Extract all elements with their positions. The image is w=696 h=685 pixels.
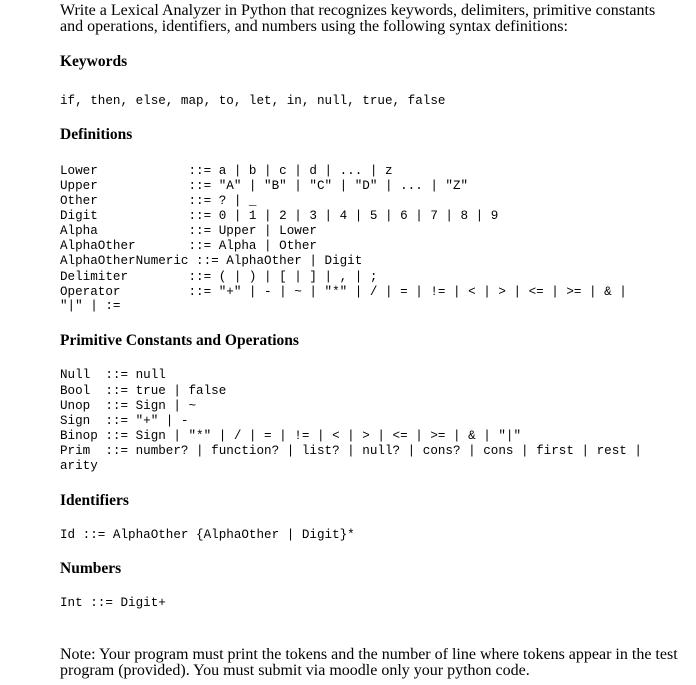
- definition-alphaothernumeric: AlphaOtherNumeric ::= AlphaOther | Digit: [60, 254, 363, 268]
- definitions-heading: Definitions: [60, 126, 133, 143]
- assignment-intro: Write a Lexical Analyzer in Python that recognizes keywords, delimiters, primitive constants and operations, identifiers, and numbers using the following syntax definitions:: [60, 2, 656, 35]
- numbers-heading: Numbers: [60, 560, 122, 577]
- definition-alpha: Alpha ::= Upper | Lower: [60, 224, 317, 238]
- definition-other: Other ::= ? | _: [60, 194, 257, 208]
- primitive-unop: Unop ::= Sign | ~: [60, 399, 197, 413]
- identifier-rule: Id ::= AlphaOther {AlphaOther | Digit}*: [60, 528, 355, 542]
- definition-operator-continued: "|" | :=: [60, 299, 121, 313]
- keywords-heading: Keywords: [60, 53, 128, 70]
- keywords-list: if, then, else, map, to, let, in, null, true, false: [60, 94, 446, 108]
- identifiers-heading: Identifiers: [60, 492, 129, 509]
- primitives-heading: Primitive Constants and Operations: [60, 332, 299, 349]
- submission-note: Note: Your program must print the tokens and the number of line where tokens appear in the test program (provided). You must submit via moodle only your python code.: [60, 646, 678, 679]
- definition-alphaother: AlphaOther ::= Alpha | Other: [60, 239, 317, 253]
- definition-lower: Lower ::= a | b | c | d | ... | z: [60, 164, 393, 178]
- definition-operator: Operator ::= "+" | - | ~ | "*" | / | = | != | < | > | <= | >= | & |: [60, 285, 627, 299]
- primitive-prim: Prim ::= number? | function? | list? | null? | cons? | cons | first | rest |: [60, 444, 642, 458]
- primitive-sign: Sign ::= "+" | -: [60, 414, 189, 428]
- definition-upper: Upper ::= "A" | "B" | "C" | "D" | ... | "Z": [60, 179, 469, 193]
- definition-digit: Digit ::= 0 | 1 | 2 | 3 | 4 | 5 | 6 | 7 | 8 | 9: [60, 209, 499, 223]
- primitive-null: Null ::= null: [60, 368, 166, 382]
- primitive-bool: Bool ::= true | false: [60, 384, 227, 398]
- primitive-prim-continued: arity: [60, 459, 98, 473]
- definition-delimiter: Delimiter ::= ( | ) | [ | ] | , | ;: [60, 270, 378, 284]
- primitive-binop: Binop ::= Sign | "*" | / | = | != | < | > | <= | >= | & | "|": [60, 429, 522, 443]
- number-rule: Int ::= Digit+: [60, 596, 166, 610]
